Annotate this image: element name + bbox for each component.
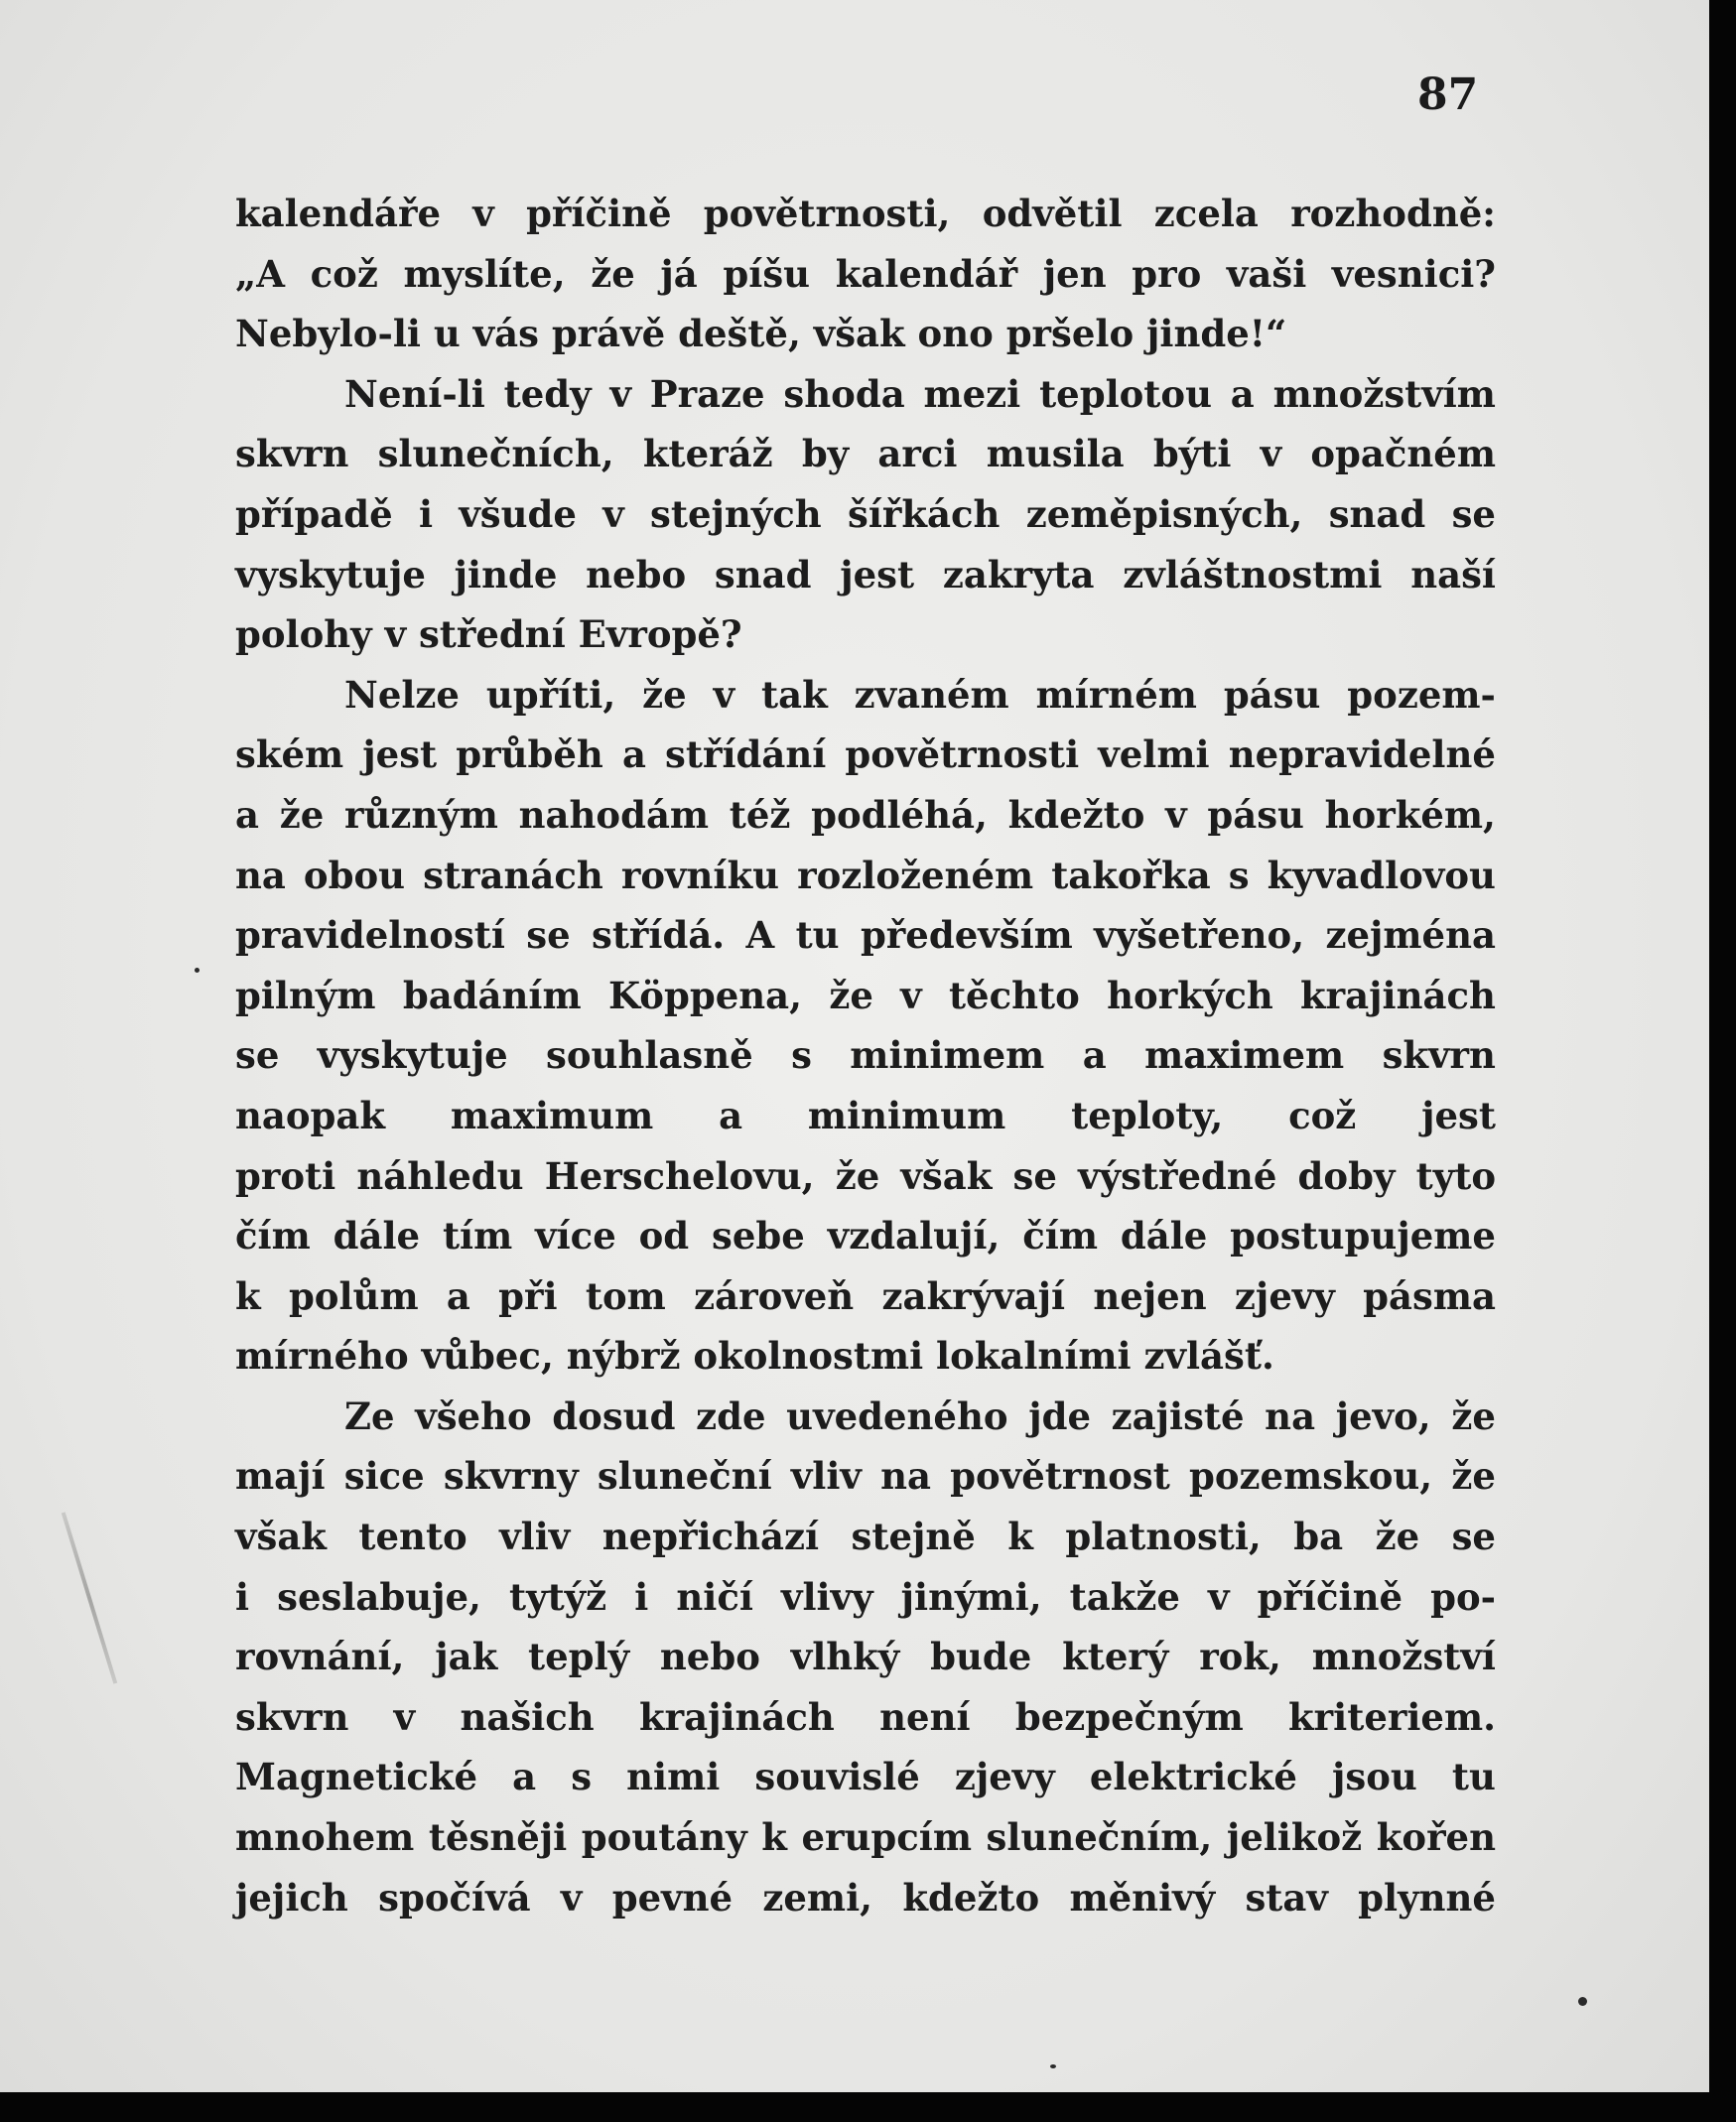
word: rozhodně:: [1290, 192, 1496, 235]
word: vzdalují,: [827, 1214, 1001, 1259]
word: střední: [418, 612, 579, 657]
word: teploty,: [1071, 1093, 1224, 1137]
word: stejně: [851, 1515, 976, 1559]
word: pravidelností: [235, 913, 505, 958]
text-line: [235, 1266, 1496, 1327]
word: teplotou: [1039, 371, 1212, 416]
word: upříti,: [485, 672, 616, 717]
word: se: [1451, 1515, 1496, 1559]
word: na: [235, 853, 286, 897]
word: slunečním,: [986, 1815, 1213, 1860]
word: naopak: [235, 1093, 386, 1137]
word: polům: [288, 1273, 419, 1318]
word: nepravidelné: [1228, 732, 1496, 777]
word: ském: [235, 732, 344, 777]
text-line: [235, 1567, 1496, 1628]
word: vůbec,: [421, 1334, 567, 1379]
word: povětrnosti: [845, 732, 1080, 777]
text-line: [235, 905, 1496, 966]
word: dosud: [552, 1393, 676, 1438]
word: rozloženém: [797, 853, 1034, 897]
word: s: [791, 1033, 812, 1078]
word: poutány: [581, 1815, 747, 1860]
word: tak: [761, 672, 828, 717]
ink-spot: [1578, 1997, 1587, 2006]
word: tu: [1451, 1755, 1496, 1799]
text-line: [235, 1807, 1496, 1868]
word: Köppena,: [607, 973, 803, 1017]
word: vyšetřeno,: [1094, 913, 1305, 958]
word: pásu: [1223, 672, 1321, 717]
word: tyto: [1415, 1153, 1496, 1198]
word: Evropě?: [578, 612, 742, 657]
word: v: [384, 612, 419, 657]
word: plynné: [1358, 1875, 1496, 1920]
word: nebo: [659, 1635, 760, 1679]
word: množství: [1311, 1635, 1496, 1679]
word: střídá.: [591, 913, 726, 958]
word: kalendáře: [235, 192, 441, 235]
word: doby: [1297, 1153, 1396, 1198]
word: zvlášť.: [1143, 1334, 1274, 1379]
word: v: [609, 371, 631, 416]
word: však: [813, 312, 918, 356]
word: sebe: [712, 1214, 805, 1259]
word: pásma: [1363, 1273, 1496, 1318]
word: množstvím: [1272, 371, 1496, 416]
word: i: [418, 491, 434, 536]
word: v: [393, 1694, 416, 1739]
word: jen: [1042, 251, 1107, 296]
word: „A: [235, 251, 285, 296]
word: v: [900, 973, 922, 1017]
word: kalendář: [835, 251, 1018, 296]
word: všeho: [415, 1393, 532, 1438]
word: více: [535, 1214, 616, 1259]
word: tedy: [503, 371, 592, 416]
word: snad: [714, 552, 812, 597]
text-line: [235, 364, 1496, 425]
word: bude: [930, 1635, 1032, 1679]
word: pozemskou,: [1189, 1454, 1433, 1499]
word: rok,: [1199, 1635, 1281, 1679]
word: okolnostmi: [693, 1334, 937, 1379]
word: a: [512, 1755, 537, 1799]
word: erupcím: [801, 1815, 972, 1860]
word: nimi: [626, 1755, 721, 1799]
word: k: [235, 1273, 261, 1318]
word: těsněji: [428, 1815, 568, 1860]
text-line: [235, 1387, 1496, 1447]
word: zejména: [1325, 913, 1496, 958]
text-line: [235, 604, 1496, 665]
word: v: [472, 192, 494, 235]
word: ničí: [676, 1574, 753, 1619]
word: vyskytuje: [317, 1033, 508, 1078]
word: takořka: [1051, 853, 1211, 897]
word: především: [860, 913, 1073, 958]
word: zvláštnostmi: [1123, 552, 1383, 597]
text-line: [235, 1025, 1496, 1086]
word: býti: [1152, 432, 1232, 476]
word: že: [835, 1153, 880, 1198]
word: a: [719, 1093, 743, 1137]
word: v: [602, 491, 624, 536]
word: i: [235, 1574, 250, 1619]
word: v: [1260, 432, 1282, 476]
text-line: [235, 1507, 1496, 1567]
word: skvrn: [235, 1694, 349, 1739]
text-line: [235, 846, 1496, 906]
word: podléhá,: [811, 792, 988, 837]
text-line: [235, 304, 1496, 364]
word: však: [900, 1153, 993, 1198]
text-line: [235, 1446, 1496, 1507]
word: jde: [1028, 1393, 1091, 1438]
word: vesnici?: [1331, 251, 1496, 296]
word: zakrývají: [881, 1273, 1066, 1318]
word: ono: [917, 312, 1006, 356]
word: horkém,: [1324, 792, 1496, 837]
word: který: [1062, 1635, 1169, 1679]
word: s: [1228, 853, 1250, 897]
word: šířkách: [848, 491, 1001, 536]
word: zajisté: [1111, 1393, 1245, 1438]
word: krajinách: [638, 1694, 835, 1739]
word: povětrnosti,: [703, 192, 951, 235]
text-line: [235, 725, 1496, 785]
word: na: [1265, 1393, 1316, 1438]
word: rovnání,: [235, 1635, 405, 1679]
word: zakryta: [942, 552, 1095, 597]
word: že: [279, 792, 325, 837]
word: zjevy: [1234, 1273, 1335, 1318]
word: že: [642, 672, 687, 717]
word: Není-li: [344, 371, 485, 416]
word: že: [591, 251, 635, 296]
word: příčině: [1257, 1574, 1403, 1619]
word: nejen: [1093, 1273, 1207, 1318]
word: sice: [343, 1454, 425, 1499]
word: teplý: [528, 1635, 630, 1679]
word: mírném: [1035, 672, 1197, 717]
text-line: [235, 484, 1496, 545]
word: vliv: [790, 1454, 862, 1499]
word: v: [1165, 792, 1187, 837]
word: po-: [1430, 1574, 1496, 1619]
text-line: [235, 244, 1496, 305]
word: čím: [235, 1214, 311, 1259]
word: zcela: [1153, 192, 1259, 235]
word: měnivý: [1069, 1875, 1216, 1920]
word: těchto: [948, 973, 1080, 1017]
text-line: [235, 665, 1496, 726]
word: nahodám: [518, 792, 710, 837]
word: vliv: [499, 1515, 571, 1559]
word: krajinách: [1300, 973, 1496, 1017]
word: skvrn: [1382, 1033, 1496, 1078]
body-text: [235, 184, 1496, 1927]
word: vlivy: [781, 1574, 873, 1619]
text-line: [235, 1206, 1496, 1266]
word: tu: [795, 913, 840, 958]
word: pozem-: [1347, 672, 1496, 717]
word: uvedeného: [786, 1393, 1008, 1438]
word: mezi: [923, 371, 1021, 416]
word: a: [446, 1273, 470, 1318]
word: pevné: [611, 1875, 734, 1920]
word: Praze: [649, 371, 765, 416]
word: slunečních,: [377, 432, 614, 476]
word: skvrny: [443, 1454, 579, 1499]
word: což: [310, 251, 378, 296]
word: horkých: [1107, 973, 1273, 1017]
word: v: [560, 1875, 583, 1920]
word: není: [879, 1694, 971, 1739]
word: našich: [460, 1694, 595, 1739]
word: stejných: [650, 491, 822, 536]
word: však: [235, 1515, 327, 1559]
word: čím: [1022, 1214, 1098, 1259]
word: všude: [459, 491, 577, 536]
word: s: [571, 1755, 593, 1799]
word: výstředné: [1078, 1153, 1277, 1198]
word: opačném: [1310, 432, 1496, 476]
word: minimem: [850, 1033, 1045, 1078]
text-line: [235, 785, 1496, 846]
word: deště,: [678, 312, 814, 356]
word: arci: [877, 432, 958, 476]
word: sluneční: [597, 1454, 772, 1499]
word: souhlasně: [546, 1033, 753, 1078]
text-line: [235, 1326, 1496, 1387]
word: musila: [986, 432, 1125, 476]
text-line: [235, 184, 1496, 244]
word: jinde: [454, 552, 558, 597]
word: pršelo: [1005, 312, 1147, 356]
scan-border-right: [1709, 0, 1736, 2122]
word: vás: [472, 312, 552, 356]
word: že: [1451, 1393, 1496, 1438]
word: dále: [1120, 1214, 1208, 1259]
text-line: [235, 966, 1496, 1026]
word: k: [761, 1815, 787, 1860]
word: jejich: [235, 1875, 348, 1920]
word: a: [621, 732, 646, 777]
word: souvislé: [754, 1755, 920, 1799]
word: já: [660, 251, 698, 296]
word: obou: [303, 853, 406, 897]
text-line: [235, 1146, 1496, 1207]
word: vaši: [1226, 251, 1307, 296]
word: dále: [333, 1214, 421, 1259]
word: Ze: [344, 1393, 395, 1438]
word: Nelze: [344, 672, 460, 717]
word: mají: [235, 1454, 326, 1499]
word: též: [729, 792, 791, 837]
word: zvaném: [854, 672, 1009, 717]
word: jak: [435, 1635, 498, 1679]
word: na: [880, 1454, 931, 1499]
word: že: [1451, 1454, 1496, 1499]
scan-border-bottom: [0, 2092, 1736, 2122]
word: maximem: [1144, 1033, 1345, 1078]
word: různým: [343, 792, 498, 837]
word: velmi: [1098, 732, 1210, 777]
word: průběh: [456, 732, 603, 777]
word: právě: [551, 312, 679, 356]
text-line: [235, 424, 1496, 484]
word: náhledu: [356, 1153, 524, 1198]
word: polohy: [235, 612, 385, 657]
word: od: [638, 1214, 690, 1259]
word: zjevy: [954, 1755, 1055, 1799]
word: nýbrž: [566, 1334, 694, 1379]
word: by: [801, 432, 850, 476]
word: jevo,: [1335, 1393, 1431, 1438]
word: skvrn: [235, 432, 349, 476]
word: zeměpisných,: [1025, 491, 1303, 536]
word: stav: [1245, 1875, 1328, 1920]
word: A: [745, 913, 775, 958]
word: kořen: [1376, 1815, 1496, 1860]
word: jest: [1421, 1093, 1496, 1137]
word: píšu: [723, 251, 811, 296]
word: stranách: [423, 853, 603, 897]
word: myslíte,: [403, 251, 566, 296]
word: při: [498, 1273, 558, 1318]
word: zde: [696, 1393, 766, 1438]
word: a: [1082, 1033, 1107, 1078]
word: případě: [235, 491, 393, 536]
word: seslabuje,: [277, 1574, 481, 1619]
word: Magnetické: [235, 1755, 478, 1799]
word: kteráž: [642, 432, 773, 476]
ink-spot: [1050, 2064, 1056, 2068]
word: nebo: [586, 552, 687, 597]
ink-spot: [195, 968, 200, 973]
word: kdežto: [902, 1875, 1040, 1920]
word: se: [1451, 491, 1496, 536]
word: k: [1007, 1515, 1033, 1559]
word: rovníku: [620, 853, 780, 897]
word: Nebylo-li: [235, 312, 434, 356]
word: postupujeme: [1230, 1214, 1496, 1259]
word: že: [1375, 1515, 1420, 1559]
word: shoda: [783, 371, 905, 416]
word: a: [1230, 371, 1255, 416]
word: jest: [362, 732, 438, 777]
word: minimum: [807, 1093, 1006, 1137]
word: se: [526, 913, 571, 958]
word: povětrnost: [950, 1454, 1170, 1499]
word: kdežto: [1007, 792, 1145, 837]
word: se: [235, 1033, 280, 1078]
word: mnohem: [235, 1815, 415, 1860]
word: nepřichází: [601, 1515, 820, 1559]
word: badáním: [402, 973, 582, 1017]
word: jinými,: [900, 1574, 1042, 1619]
word: lokalními: [936, 1334, 1144, 1379]
word: pilným: [235, 973, 376, 1017]
word: což: [1288, 1093, 1357, 1137]
word: a: [235, 792, 259, 837]
text-line: [235, 1747, 1496, 1807]
word: i: [634, 1574, 649, 1619]
word: odvětil: [982, 192, 1123, 235]
word: tom: [585, 1273, 666, 1318]
word: snad: [1328, 491, 1426, 536]
text-line: [235, 1868, 1496, 1928]
word: u: [433, 312, 473, 356]
word: se: [1012, 1153, 1057, 1198]
word: vlhký: [790, 1635, 900, 1679]
word: kriteriem.: [1288, 1694, 1496, 1739]
word: elektrické: [1089, 1755, 1297, 1799]
word: zemi,: [762, 1875, 873, 1920]
page-number: 87: [1417, 69, 1479, 120]
text-line: [235, 1687, 1496, 1748]
word: příčině: [526, 192, 672, 235]
word: pro: [1132, 251, 1202, 296]
word: jsou: [1332, 1755, 1417, 1799]
word: ba: [1293, 1515, 1344, 1559]
word: naší: [1410, 552, 1496, 597]
word: mírného: [235, 1334, 422, 1379]
word: tytýž: [509, 1574, 607, 1619]
word: tím: [442, 1214, 513, 1259]
word: Herschelovu,: [544, 1153, 815, 1198]
word: v: [1208, 1574, 1230, 1619]
word: bezpečným: [1014, 1694, 1244, 1739]
word: takže: [1069, 1574, 1180, 1619]
word: tento: [358, 1515, 467, 1559]
word: vyskytuje: [235, 552, 426, 597]
word: spočívá: [378, 1875, 531, 1920]
word: kyvadlovou: [1267, 853, 1496, 897]
word: že: [829, 973, 873, 1017]
word: jinde!“: [1146, 312, 1287, 356]
word: v: [713, 672, 735, 717]
word: maximum: [450, 1093, 654, 1137]
word: jelikož: [1226, 1815, 1363, 1860]
text-line: [235, 1086, 1496, 1146]
word: zároveň: [694, 1273, 855, 1318]
word: jest: [840, 552, 915, 597]
scan-scratch: [62, 1512, 117, 1683]
word: střídání: [665, 732, 827, 777]
word: proti: [235, 1153, 336, 1198]
word: platnosti,: [1065, 1515, 1262, 1559]
text-line: [235, 1627, 1496, 1687]
word: pásu: [1207, 792, 1304, 837]
text-line: [235, 545, 1496, 605]
